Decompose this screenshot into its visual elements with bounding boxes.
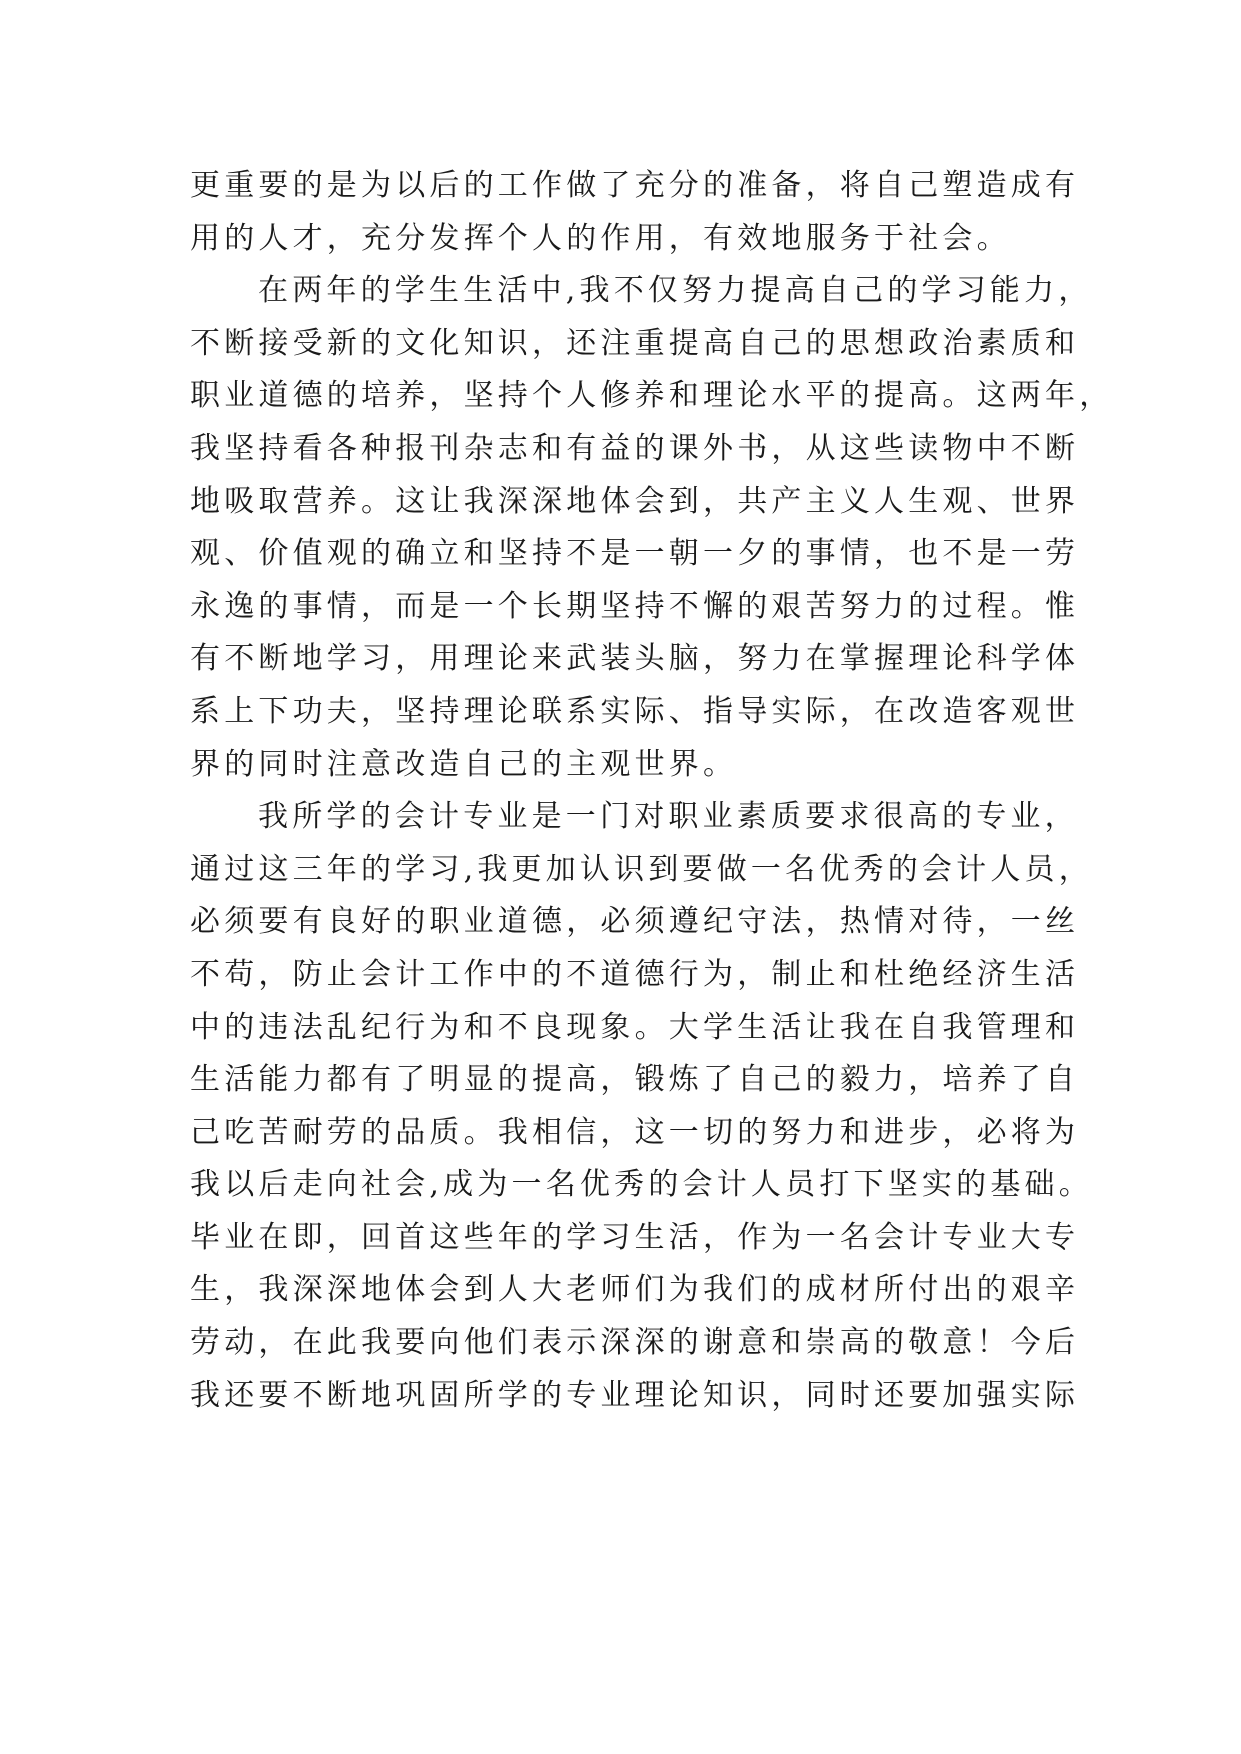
body-text	[190, 160, 1114, 1422]
text-line: 生活能力都有了明显的提高，锻炼了自己的毅力，培养了自	[190, 1062, 1080, 1098]
text-line: 用的人才，充分发挥个人的作用，有效地服务于社会。	[190, 220, 1011, 256]
text-line: 中的违法乱纪行为和不良现象。大学生活让我在自我管理和	[190, 1009, 1080, 1045]
text-line: 我还要不断地巩固所学的专业理论知识，同时还要加强实际	[190, 1377, 1080, 1413]
text-line: 有不断地学习，用理论来武装头脑，努力在掌握理论科学体	[190, 641, 1080, 677]
text-line: 劳动，在此我要向他们表示深深的谢意和崇高的敬意！今后	[190, 1325, 1080, 1361]
text-line: 必须要有良好的职业道德，必须遵纪守法，热情对待，一丝	[190, 904, 1080, 940]
text-line: 地吸取营养。这让我深深地体会到，共产主义人生观、世界	[190, 483, 1080, 519]
text-line: 不苟，防止会计工作中的不道德行为，制止和杜绝经济生活	[190, 956, 1080, 992]
text-line: 界的同时注意改造自己的主观世界。	[190, 746, 738, 782]
text-line: 观、价值观的确立和坚持不是一朝一夕的事情，也不是一劳	[190, 536, 1080, 572]
text-line: 更重要的是为以后的工作做了充分的准备，将自己塑造成有	[190, 168, 1080, 203]
text-line: 不断接受新的文化知识，还注重提高自己的思想政治素质和	[190, 325, 1080, 361]
text-line: 生，我深深地体会到人大老师们为我们的成材所付出的艰辛	[190, 1272, 1080, 1308]
text-line: 毕业在即，回首这些年的学习生活，作为一名会计专业大专	[190, 1219, 1080, 1255]
text-line: 系上下功夫，坚持理论联系实际、指导实际，在改造客观世	[190, 693, 1080, 729]
text-line: 我以后走向社会,成为一名优秀的会计人员打下坚实的基础。	[190, 1167, 1093, 1203]
text-line: 永逸的事情，而是一个长期坚持不懈的艰苦努力的过程。惟	[190, 588, 1080, 624]
text-line: 职业道德的培养，坚持个人修养和理论水平的提高。这两年，	[190, 378, 1114, 414]
text-line: 通过这三年的学习,我更加认识到要做一名优秀的会计人员，	[190, 851, 1093, 887]
paragraph-first-line: 我所学的会计专业是一门对职业素质要求很高的专业，	[258, 799, 1079, 835]
paragraph-first-line: 在两年的学生生活中,我不仅努力提高自己的学习能力，	[258, 273, 1093, 309]
text-line: 己吃苦耐劳的品质。我相信，这一切的努力和进步，必将为	[190, 1114, 1080, 1150]
text-line: 我坚持看各种报刊杂志和有益的课外书，从这些读物中不断	[190, 430, 1080, 466]
